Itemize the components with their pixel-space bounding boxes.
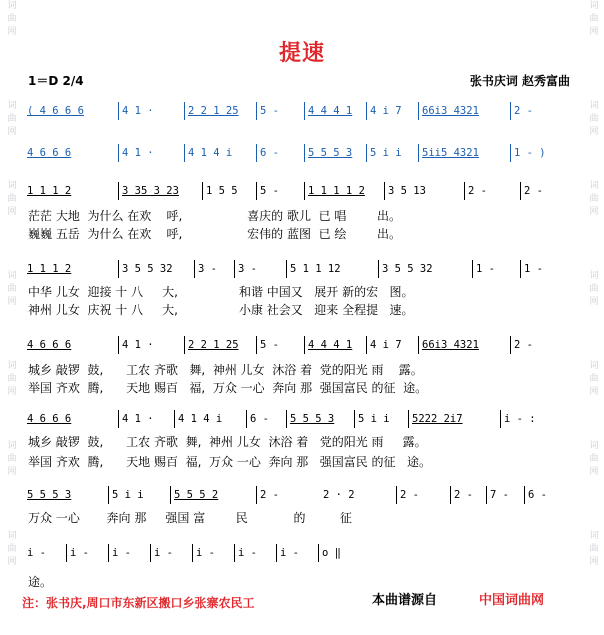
source-label: 本曲谱源自 xyxy=(372,593,438,608)
measure: i - xyxy=(27,547,46,559)
measure: 3 - xyxy=(234,260,257,278)
lyric-line: 城乡 敲锣 鼓, 工农 齐歌 舞, 神州 儿女 沐浴 着 党的阳光 雨 露。 xyxy=(28,435,427,449)
measure: i - xyxy=(276,544,299,562)
measure: 5 5 5 3 xyxy=(286,410,334,428)
measure: 4 4 4 1 xyxy=(304,102,352,120)
lyric-line: 中华 儿女 迎接 十 八 大, 和谐 中国又 展开 新的宏 图。 xyxy=(28,285,414,299)
final-lyric: 途。 xyxy=(28,575,53,589)
measure: 4 1 · xyxy=(118,102,154,120)
measure: 4 i 7 xyxy=(366,336,402,354)
lyric-line: 城乡 敲锣 鼓, 工农 齐歌 舞, 神州 儿女 沐浴 着 党的阳光 雨 露。 xyxy=(28,363,423,377)
measure: 5222 2i7 xyxy=(408,410,463,428)
measure: 66i3 4321 xyxy=(418,102,479,120)
music-line xyxy=(24,486,580,504)
measure: 5ii5 4321 xyxy=(418,144,479,162)
watermark: 词 曲 网 xyxy=(7,101,17,137)
measure: o ‖ xyxy=(318,544,341,562)
lyric-line: 万众 一心 奔向 那 强国 富 民 的 征 xyxy=(28,511,352,525)
measure: 5 5 5 2 xyxy=(170,486,218,504)
measure: ( 4 6 6 6 xyxy=(27,105,84,117)
measure: 4 i 7 xyxy=(366,102,402,120)
measure: 7 - xyxy=(486,486,509,504)
watermark: 词 曲 网 xyxy=(7,1,17,37)
measure: 5 - xyxy=(256,182,279,200)
measure: 6 - xyxy=(246,410,269,428)
measure: 3 35 3 23 xyxy=(118,182,179,200)
measure: 4 1 · xyxy=(118,144,154,162)
measure: 4 1 4 i xyxy=(174,410,222,428)
measure: 2 - xyxy=(396,486,419,504)
watermark: 词 曲 网 xyxy=(7,181,17,217)
lyric-line: 茫茫 大地 为什么 在欢 呼, 喜庆的 歌儿 已 唱 出。 xyxy=(28,209,401,223)
measure: 2 · 2 xyxy=(323,489,355,501)
measure: 1 - xyxy=(520,260,543,278)
measure: 3 5 5 32 xyxy=(118,260,173,278)
measure: 5 5 5 3 xyxy=(304,144,352,162)
measure: 1 5 5 xyxy=(202,182,238,200)
measure: 2 - xyxy=(450,486,473,504)
watermark: 词 曲 网 xyxy=(7,271,17,307)
lyric-line: 巍巍 五岳 为什么 在欢 呼, 宏伟的 蓝图 已 绘 出。 xyxy=(28,227,401,241)
measure: 4 6 6 6 xyxy=(27,413,72,425)
watermark: 词 曲 网 xyxy=(7,361,17,397)
measure: 5 - xyxy=(256,102,279,120)
measure: 2 2 1 25 xyxy=(184,102,239,120)
music-line xyxy=(24,144,580,162)
key-signature: 1＝D 2/4 xyxy=(28,74,84,88)
music-line xyxy=(24,544,580,562)
measure: i - xyxy=(66,544,89,562)
watermark: 词 曲 网 xyxy=(7,441,17,477)
measure: 3 5 5 32 xyxy=(378,260,433,278)
measure: 2 - xyxy=(256,486,279,504)
measure: 5 5 5 3 xyxy=(27,489,72,501)
watermark: 词 曲 网 xyxy=(589,531,599,567)
measure: 1 1 1 1 2 xyxy=(304,182,365,200)
watermark: 词 曲 网 xyxy=(589,181,599,217)
watermark: 词 曲 网 xyxy=(589,361,599,397)
measure: i - : xyxy=(500,410,536,428)
music-line xyxy=(24,336,580,354)
song-title: 提速 xyxy=(278,41,325,66)
lyric-line: 举国 齐欢 腾, 天地 赐百 福, 万众 一心 奔向 那 强国富民 的征 途。 xyxy=(28,381,428,395)
measure: 4 1 · xyxy=(118,336,154,354)
measure: 4 6 6 6 xyxy=(27,339,72,351)
watermark: 词 曲 网 xyxy=(589,271,599,307)
measure: 5 i i xyxy=(354,410,390,428)
measure: i - xyxy=(108,544,131,562)
watermark: 词 曲 网 xyxy=(589,1,599,37)
measure: i - xyxy=(192,544,215,562)
measure: i - xyxy=(234,544,257,562)
music-line xyxy=(24,410,580,428)
watermark: 词 曲 网 xyxy=(7,531,17,567)
measure: 5 1 1 12 xyxy=(286,260,341,278)
measure: 1 - ) xyxy=(510,144,546,162)
measure: 5 i i xyxy=(366,144,402,162)
measure: 6 - xyxy=(524,486,547,504)
measure: 2 - xyxy=(520,182,543,200)
measure: 1 1 1 2 xyxy=(27,263,72,275)
measure: 5 i i xyxy=(108,486,144,504)
measure: 66i3 4321 xyxy=(418,336,479,354)
measure: 6 - xyxy=(256,144,279,162)
measure: 2 - xyxy=(464,182,487,200)
measure: 2 - xyxy=(510,336,533,354)
measure: 4 1 · xyxy=(118,410,154,428)
measure: 1 - xyxy=(472,260,495,278)
measure: i - xyxy=(150,544,173,562)
measure: 2 - xyxy=(510,102,533,120)
measure: 1 1 1 2 xyxy=(27,185,72,197)
credits: 张书庆词 赵秀富曲 xyxy=(469,74,570,88)
lyric-line: 举国 齐欢 腾, 天地 赐百 福, 万众 一心 奔向 那 强国富民 的征 途。 xyxy=(28,455,431,469)
music-line xyxy=(24,102,580,120)
measure: 4 6 6 6 xyxy=(27,147,72,159)
music-line xyxy=(24,260,580,278)
measure: 2 2 1 25 xyxy=(184,336,239,354)
measure: 4 1 4 i xyxy=(184,144,232,162)
site-link[interactable]: 中国词曲网 xyxy=(479,593,545,608)
watermark: 词 曲 网 xyxy=(589,101,599,137)
measure: 5 - xyxy=(256,336,279,354)
music-line xyxy=(24,182,580,200)
measure: 3 5 13 xyxy=(384,182,426,200)
measure: 4 4 4 1 xyxy=(304,336,352,354)
lyric-line: 神州 儿女 庆祝 十 八 大, 小康 社会又 迎来 全程提 速。 xyxy=(28,303,414,317)
measure: 3 - xyxy=(194,260,217,278)
author-note: 注：张书庆,周口市东新区搬口乡张寨农民工 xyxy=(22,596,255,610)
watermark: 词 曲 网 xyxy=(589,441,599,477)
